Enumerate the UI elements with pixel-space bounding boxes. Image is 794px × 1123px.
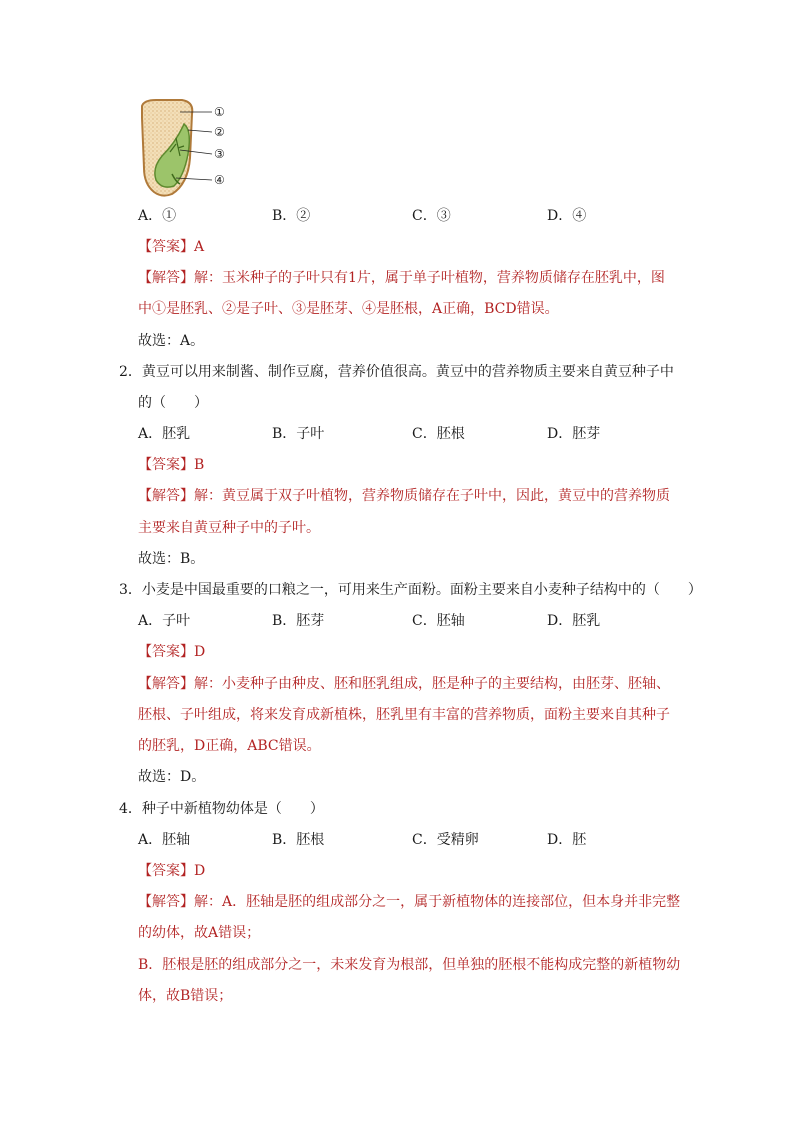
answer-tag: 【答案】 bbox=[138, 644, 194, 660]
q1-answer bbox=[138, 237, 204, 257]
q2-stem-line-1: 2．黄豆可以用来制酱、制作豆腐，营养价值很高。黄豆中的营养物质主要来自黄豆种子中 bbox=[119, 364, 674, 380]
q4-analysis-line-4: 体，故B错误； bbox=[138, 988, 233, 1004]
analysis-tag: 【解答】 bbox=[138, 894, 194, 910]
q3-answer bbox=[138, 642, 205, 662]
q2-option-a[interactable]: A．胚乳 bbox=[138, 426, 191, 442]
analysis-tag: 【解答】 bbox=[138, 676, 194, 692]
label-2: ② bbox=[214, 125, 225, 139]
q2-conclusion: 故选：B。 bbox=[138, 551, 205, 567]
answer-value: B bbox=[194, 457, 205, 473]
q4-option-a[interactable]: A．胚轴 bbox=[138, 832, 191, 848]
analysis-text: 解：玉米种子的子叶只有1片，属于单子叶植物，营养物质储存在胚乳中，图 bbox=[194, 270, 665, 286]
q4-option-d[interactable]: D．胚 bbox=[547, 832, 587, 848]
label-4: ④ bbox=[214, 173, 225, 187]
q3-analysis-line-1 bbox=[138, 674, 670, 694]
q4-analysis-line-3: B．胚根是胚的组成部分之一，未来发育为根部，但单独的胚根不能构成完整的新植物幼 bbox=[138, 957, 681, 973]
q2-stem-line-2: 的（ ） bbox=[138, 395, 208, 411]
q2-analysis-line-2: 主要来自黄豆种子中的子叶。 bbox=[138, 520, 320, 536]
q1-analysis-line-1 bbox=[138, 268, 665, 288]
q3-conclusion: 故选：D。 bbox=[138, 769, 206, 785]
q4-answer bbox=[138, 861, 205, 881]
answer-tag: 【答案】 bbox=[138, 863, 194, 879]
q3-analysis-line-3: 的胚乳，D正确，ABC错误。 bbox=[138, 738, 321, 754]
label-1: ① bbox=[214, 105, 225, 119]
q2-option-b[interactable]: B．子叶 bbox=[272, 426, 325, 442]
corn-seed-figure bbox=[136, 98, 256, 198]
label-3: ③ bbox=[214, 147, 225, 161]
answer-value: D bbox=[194, 863, 206, 879]
analysis-tag: 【解答】 bbox=[138, 488, 194, 504]
q1-option-a[interactable]: A．① bbox=[138, 208, 177, 224]
q1-option-c[interactable]: C．③ bbox=[412, 208, 451, 224]
analysis-text: 解：小麦种子由种皮、胚和胚乳组成，胚是种子的主要结构，由胚芽、胚轴、 bbox=[194, 676, 670, 692]
analysis-tag: 【解答】 bbox=[138, 270, 194, 286]
q1-option-d[interactable]: D．④ bbox=[547, 208, 587, 224]
q4-option-c[interactable]: C．受精卵 bbox=[412, 832, 479, 848]
answer-tag: 【答案】 bbox=[138, 457, 194, 473]
q3-stem-line-1: 3．小麦是中国最重要的口粮之一，可用来生产面粉。面粉主要来自小麦种子结构中的（ ） bbox=[119, 582, 702, 598]
q3-option-c[interactable]: C．胚轴 bbox=[412, 613, 465, 629]
q3-option-a[interactable]: A．子叶 bbox=[138, 613, 191, 629]
q1-analysis-line-2: 中①是胚乳、②是子叶、③是胚芽、④是胚根，A正确，BCD错误。 bbox=[138, 301, 559, 317]
q3-analysis-line-2: 胚根、子叶组成，将来发育成新植株，胚乳里有丰富的营养物质，面粉主要来自其种子 bbox=[138, 707, 670, 723]
q3-option-b[interactable]: B．胚芽 bbox=[272, 613, 325, 629]
q2-analysis-line-1 bbox=[138, 486, 670, 506]
analysis-text: 解：黄豆属于双子叶植物，营养物质储存在子叶中，因此，黄豆中的营养物质 bbox=[194, 488, 670, 504]
q1-option-b[interactable]: B．② bbox=[272, 208, 311, 224]
q4-analysis-line-1 bbox=[138, 892, 680, 912]
answer-value: D bbox=[194, 644, 206, 660]
q4-option-b[interactable]: B．胚根 bbox=[272, 832, 325, 848]
answer-tag: 【答案】 bbox=[138, 239, 194, 255]
q1-conclusion: 故选：A。 bbox=[138, 333, 205, 349]
q2-option-c[interactable]: C．胚根 bbox=[412, 426, 465, 442]
analysis-text: 解：A．胚轴是胚的组成部分之一，属于新植物体的连接部位，但本身并非完整 bbox=[194, 894, 681, 910]
answer-value: A bbox=[194, 239, 205, 255]
q2-option-d[interactable]: D．胚芽 bbox=[547, 426, 601, 442]
corn-seed-diagram bbox=[136, 98, 256, 198]
q4-stem-line-1: 4．种子中新植物幼体是（ ） bbox=[119, 801, 324, 817]
q4-analysis-line-2: 的幼体，故A错误； bbox=[138, 925, 261, 941]
q2-answer bbox=[138, 455, 204, 475]
q3-option-d[interactable]: D．胚乳 bbox=[547, 613, 601, 629]
